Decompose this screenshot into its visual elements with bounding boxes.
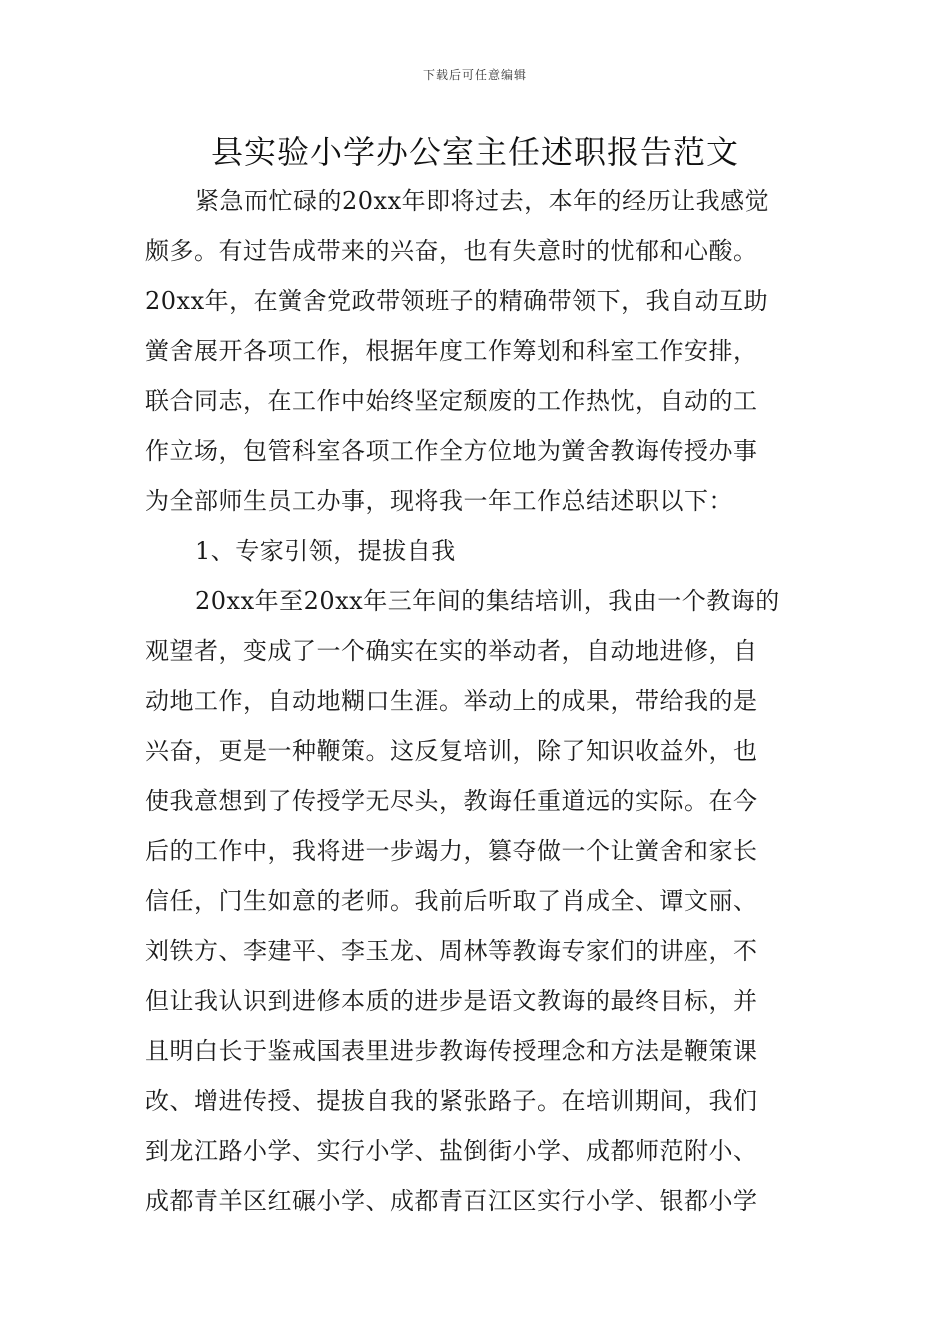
document-title: 县实验小学办公室主任述职报告范文 (210, 133, 739, 171)
paragraph-line: 成都青羊区红碾小学、成都青百江区实行小学、银都小学 (145, 1187, 758, 1215)
paragraph-line: 动地工作，自动地糊口生涯。举动上的成果，带给我的是 (145, 687, 758, 715)
paragraph-line: 紧急而忙碌的20xx年即将过去，本年的经历让我感觉 (195, 187, 770, 215)
paragraph-line: 刘铁方、李建平、李玉龙、周林等教诲专家们的讲座，不 (145, 937, 758, 965)
paragraph-line: 观望者，变成了一个确实在实的举动者，自动地进修，自 (145, 637, 758, 665)
paragraph-line: 为全部师生员工办事，现将我一年工作总结述职以下： (145, 487, 733, 515)
paragraph-line: 兴奋，更是一种鞭策。这反复培训，除了知识收益外，也 (145, 737, 758, 765)
document-body (145, 176, 825, 1226)
paragraph-line: 使我意想到了传授学无尽头，教诲任重道远的实际。在今 (145, 787, 758, 815)
paragraph-line: 联合同志，在工作中始终坚定颓废的工作热忱，自动的工 (145, 387, 758, 415)
header-note: 下载后可任意编辑 (422, 68, 527, 82)
paragraph-line: 后的工作中，我将进一步竭力，篡夺做一个让黉舍和家长 (145, 837, 758, 865)
paragraph-line: 改、增进传授、提拔自我的紧张路子。在培训期间，我们 (145, 1087, 758, 1115)
paragraph-line: 到龙江路小学、实行小学、盐倒街小学、成都师范附小、 (145, 1137, 758, 1165)
paragraph-line: 20xx年，在黉舍党政带领班子的精确带领下，我自动互助 (145, 287, 769, 315)
paragraph-line: 信任，门生如意的老师。我前后听取了肖成全、谭文丽、 (145, 887, 758, 915)
paragraph-line: 作立场，包管科室各项工作全方位地为黉舍教诲传授办事 (145, 437, 758, 465)
paragraph-line: 20xx年至20xx年三年间的集结培训，我由一个教诲的 (195, 587, 780, 615)
paragraph-line: 颇多。有过告成带来的兴奋，也有失意时的忧郁和心酸。 (145, 237, 758, 265)
section-heading: 1、专家引领，提拔自我 (195, 537, 456, 565)
paragraph-line: 但让我认识到进修本质的进步是语文教诲的最终目标，并 (145, 987, 758, 1015)
paragraph-line: 黉舍展开各项工作，根据年度工作筹划和科室工作安排， (145, 337, 758, 365)
paragraph-line: 且明白长于鉴戒国表里进步教诲传授理念和方法是鞭策课 (145, 1037, 758, 1065)
